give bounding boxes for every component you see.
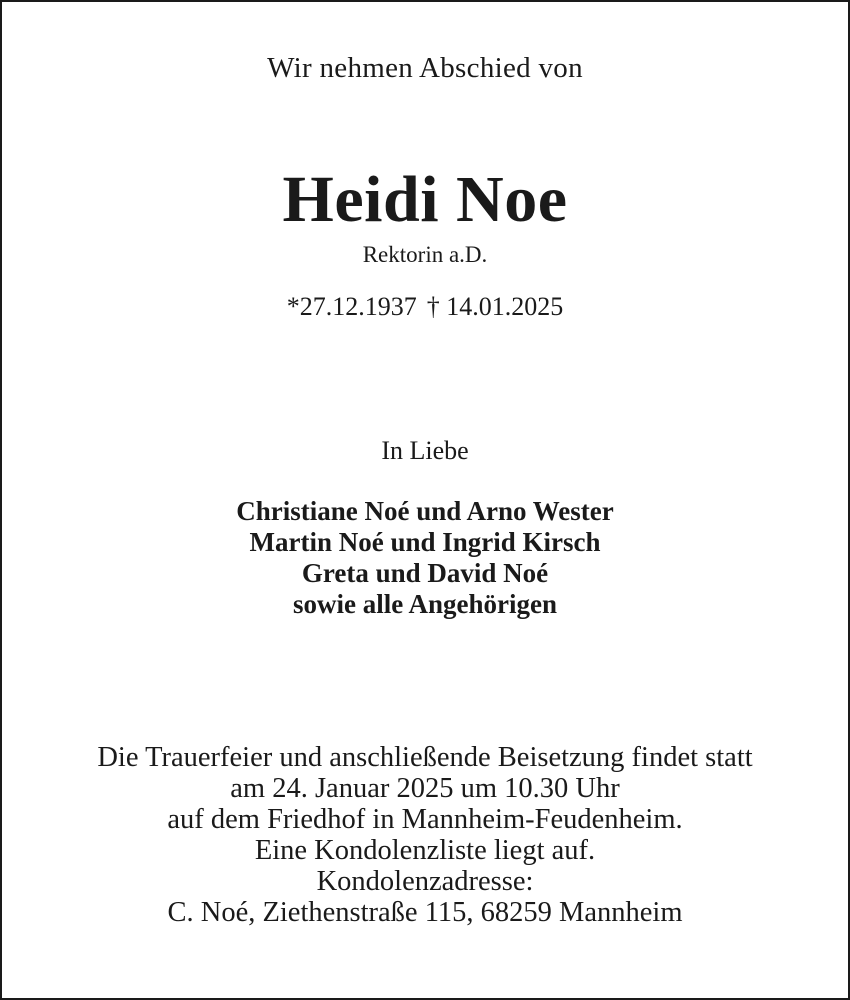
mourner-line: sowie alle Angehörigen [293,589,557,619]
mourners-list [2,496,848,620]
mourner-line: Martin Noé und Ingrid Kirsch [249,527,601,557]
birth-date: *27.12.1937 [286,292,417,321]
funeral-line: am 24. Januar 2025 um 10.30 Uhr [230,773,620,804]
funeral-line: C. Noé, Ziethenstraße 115, 68259 Mannheim [167,897,683,928]
deceased-title: Rektorin a.D. [362,242,488,267]
death-date: † 14.01.2025 [426,292,564,321]
deceased-name: Heidi Noe [282,163,568,236]
funeral-details [2,742,848,928]
life-dates [2,292,848,322]
mourner-line: Christiane Noé und Arno Wester [236,496,614,526]
funeral-line: auf dem Friedhof in Mannheim-Feudenheim. [167,804,683,835]
funeral-line: Kondolenzadresse: [316,866,534,897]
intro-text: Wir nehmen Abschied von [267,52,583,84]
in-love-text: In Liebe [381,436,469,465]
funeral-line: Die Trauerfeier und anschließende Beisetzung findet statt [97,742,753,773]
mourner-line: Greta und David Noé [301,558,549,588]
funeral-line: Eine Kondolenzliste liegt auf. [254,835,596,866]
